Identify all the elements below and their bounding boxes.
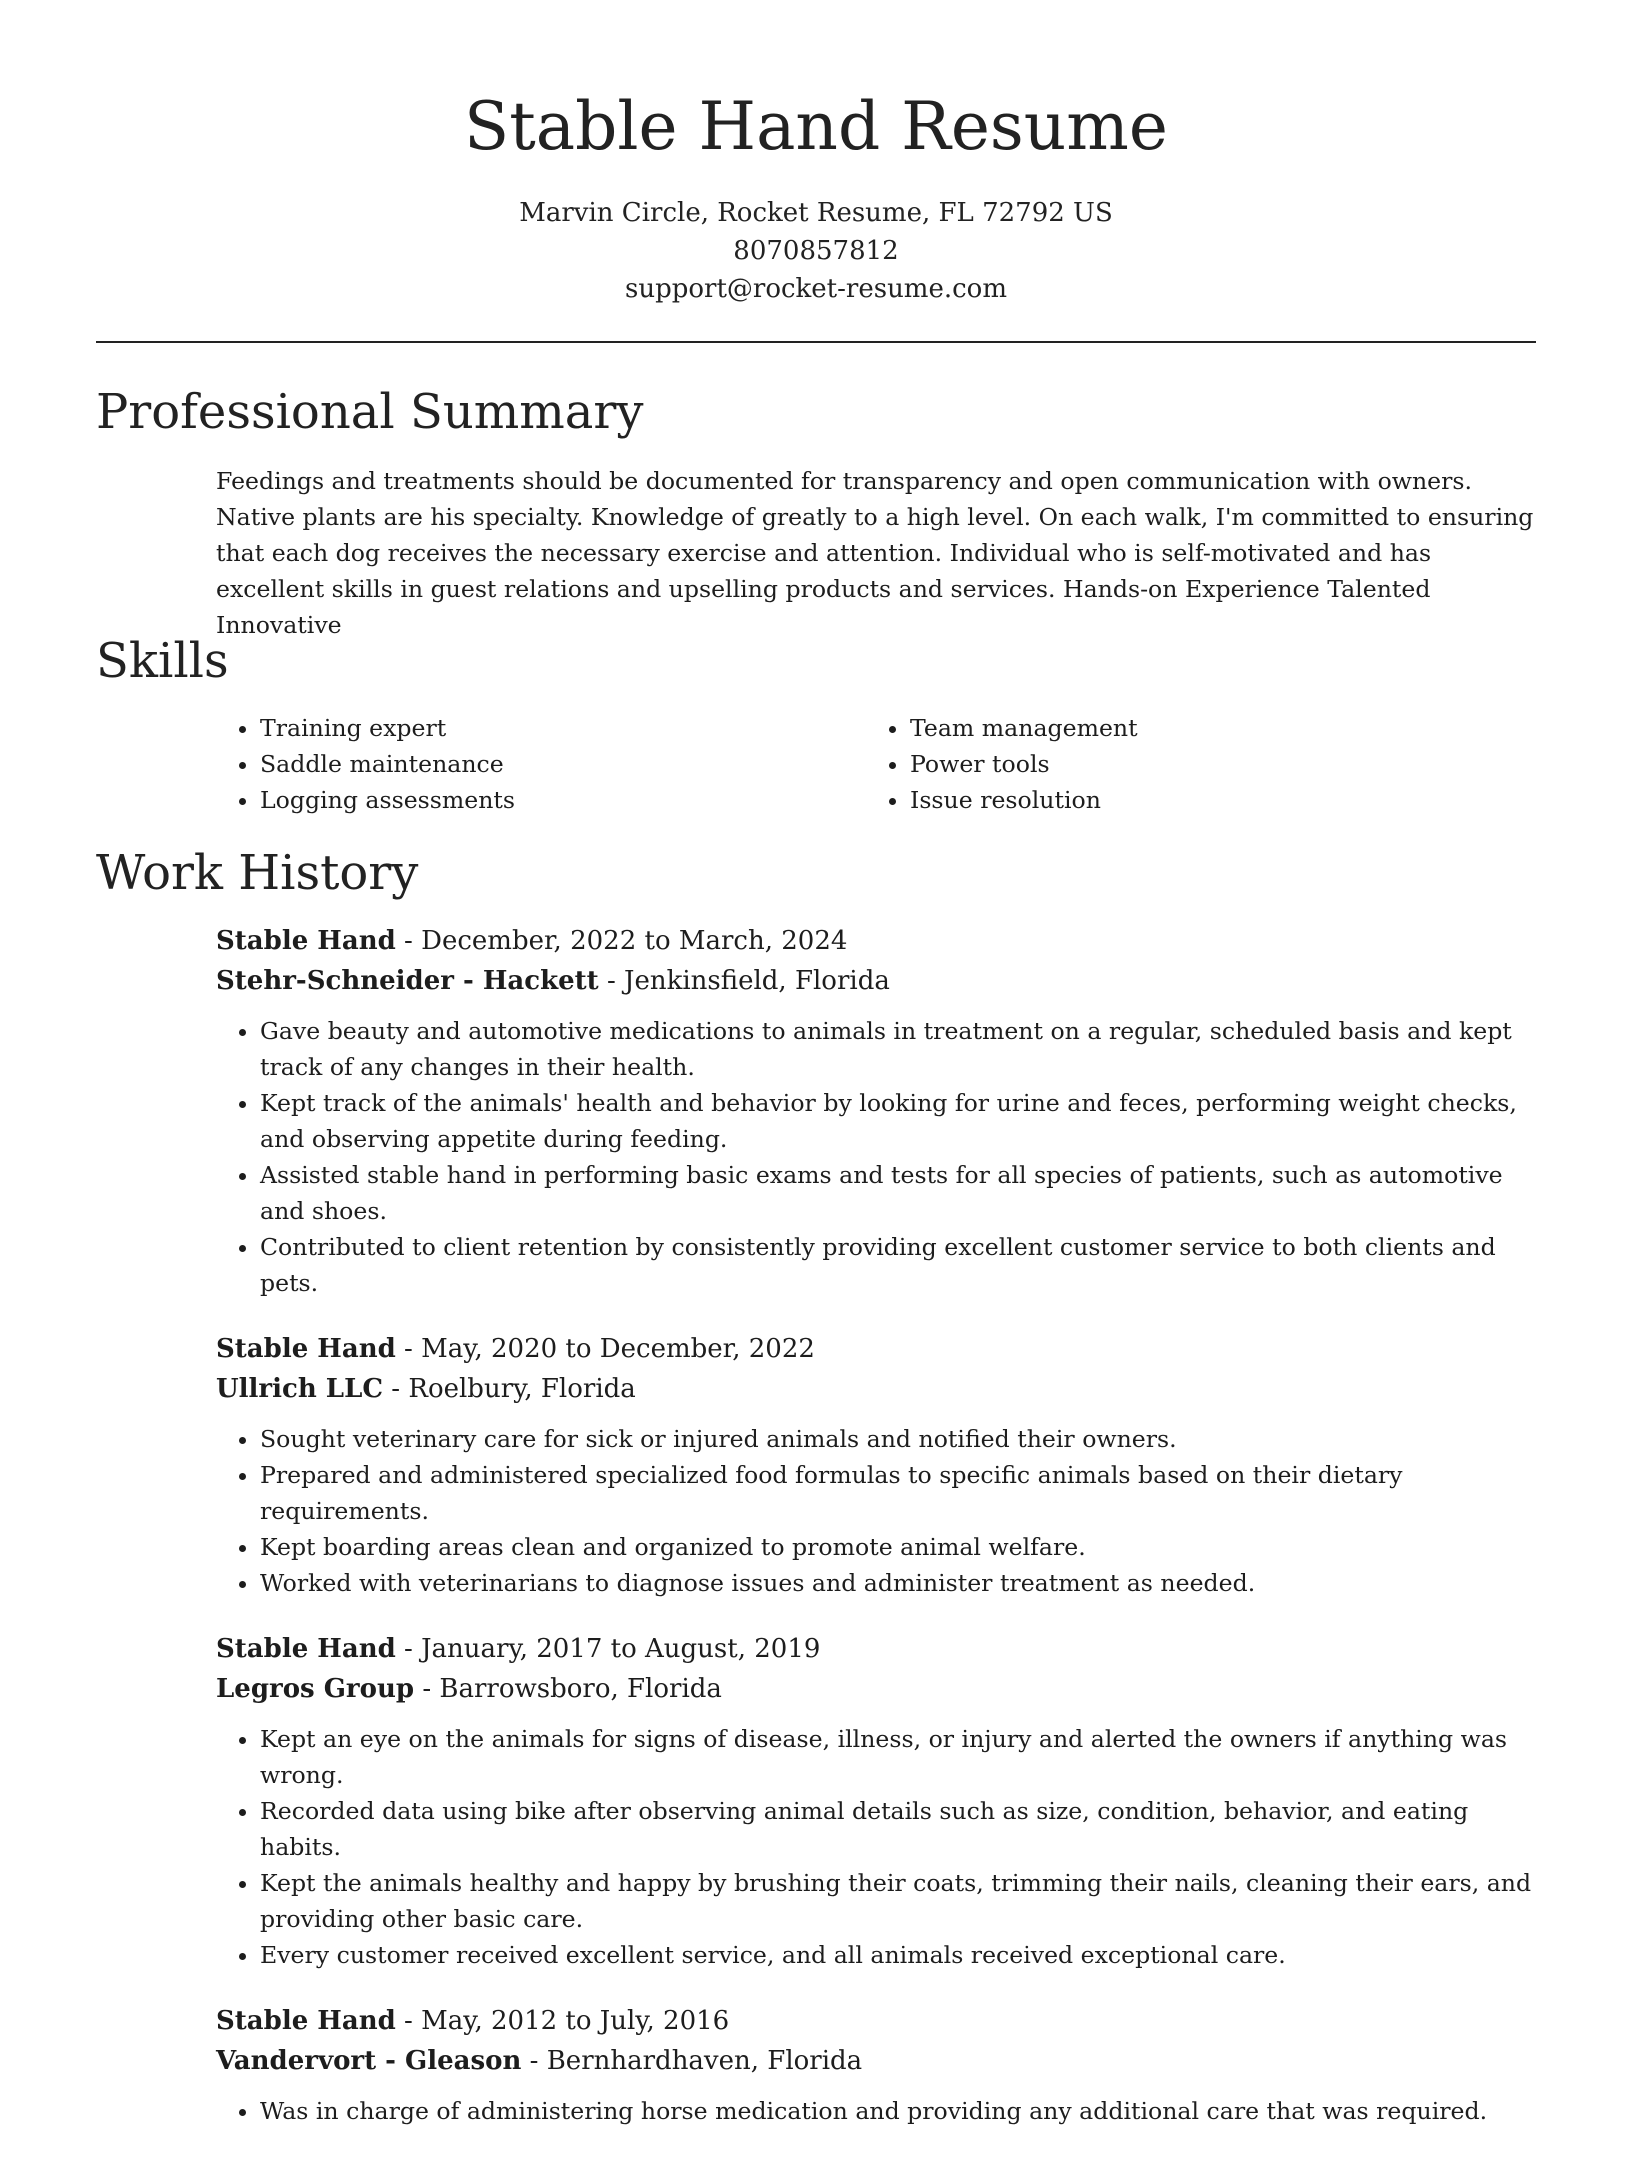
- job-location: Jenkinsfield, Florida: [624, 966, 890, 996]
- work-history-list: [216, 921, 1540, 2157]
- job-title-line: Stable Hand - January, 2017 to August, 2019: [216, 1634, 821, 1664]
- job-title-line: Stable Hand - May, 2020 to December, 2022: [216, 1334, 815, 1364]
- job-title: Stable Hand: [216, 926, 396, 956]
- job-location: Bernhardhaven, Florida: [546, 2046, 863, 2076]
- job-bullet: • Kept an eye on the animals for signs of disease, illness, or injury and alerted the owners if anything was wrong.: [260, 1721, 1540, 1793]
- skills-list: [216, 710, 1536, 818]
- job-bullets: [216, 1421, 1540, 1601]
- job-bullet: • Sought veterinary care for sick or injured animals and notified their owners.: [260, 1421, 1540, 1457]
- job-bullet: • Gave beauty and automotive medications to animals in treatment on a regular, scheduled basis and kept track of any changes in their health.: [260, 1013, 1540, 1085]
- job-company: Vandervort - Gleason: [216, 2046, 522, 2076]
- job-title: Stable Hand: [216, 1634, 396, 1664]
- resume-header: [96, 82, 1536, 308]
- summary-text: Feedings and treatments should be documented for transparency and open communication with owners. Native plants are his specialty. Knowledge of greatly to a high level. On each walk, I'm committed to ensuring that each dog receives the necessary exercise and attention. Individual who is self-motivated and has excellent skills in guest relations and upselling products and services. Hands-on Experience Talented Innovative: [216, 467, 1534, 639]
- job-entry: [216, 1329, 1540, 1601]
- header-divider: [96, 341, 1536, 343]
- skills-heading: Skills: [96, 633, 229, 689]
- contact-phone: 8070857812: [733, 236, 899, 266]
- job-entry: [216, 1629, 1540, 1973]
- job-bullet: • Contributed to client retention by consistently providing excellent customer service to both clients and pets.: [260, 1229, 1540, 1301]
- contact-block: [96, 194, 1536, 308]
- job-company-line: Legros Group - Barrowsboro, Florida: [216, 1674, 722, 1704]
- job-company-line: Vandervort - Gleason - Bernhardhaven, Florida: [216, 2046, 863, 2076]
- job-entry: [216, 921, 1540, 1301]
- skills-column-left: [216, 710, 866, 818]
- job-location: Roelbury, Florida: [408, 1374, 636, 1404]
- job-bullets: [216, 2093, 1540, 2129]
- job-company-line: Ullrich LLC - Roelbury, Florida: [216, 1374, 636, 1404]
- resume-title: Stable Hand Resume: [464, 88, 1168, 165]
- job-bullets: [216, 1013, 1540, 1301]
- job-bullet: • Worked with veterinarians to diagnose issues and administer treatment as needed.: [260, 1565, 1540, 1601]
- job-bullet: • Kept boarding areas clean and organized to promote animal welfare.: [260, 1529, 1540, 1565]
- skills-column-right: [866, 710, 1516, 818]
- job-bullet: • Assisted stable hand in performing basic exams and tests for all species of patients, such as automotive and shoes.: [260, 1157, 1540, 1229]
- job-bullet: • Recorded data using bike after observing animal details such as size, condition, behavior, and eating habits.: [260, 1793, 1540, 1865]
- job-location: Barrowsboro, Florida: [439, 1674, 722, 1704]
- skill-item: • Saddle maintenance: [260, 746, 866, 782]
- skill-item: • Logging assessments: [260, 782, 866, 818]
- work-history-heading: Work History: [96, 845, 419, 901]
- job-bullets: [216, 1721, 1540, 1973]
- job-dates: May, 2020 to December, 2022: [421, 1334, 815, 1364]
- skill-item: • Issue resolution: [910, 782, 1516, 818]
- summary-heading: Professional Summary: [96, 384, 644, 440]
- job-title: Stable Hand: [216, 1334, 396, 1364]
- job-company: Legros Group: [216, 1674, 415, 1704]
- job-dates: December, 2022 to March, 2024: [421, 926, 848, 956]
- job-bullet: • Was in charge of administering horse medication and providing any additional care that was required.: [260, 2093, 1540, 2129]
- job-title-line: Stable Hand - December, 2022 to March, 2024: [216, 926, 848, 956]
- skill-item: • Training expert: [260, 710, 866, 746]
- skill-item: • Team management: [910, 710, 1516, 746]
- job-company-line: Stehr-Schneider - Hackett - Jenkinsfield, Florida: [216, 966, 890, 996]
- job-entry: [216, 2001, 1540, 2129]
- job-company: Ullrich LLC: [216, 1374, 384, 1404]
- contact-address: Marvin Circle, Rocket Resume, FL 72792 US: [519, 198, 1113, 228]
- job-title: Stable Hand: [216, 2006, 396, 2036]
- job-dates: May, 2012 to July, 2016: [421, 2006, 730, 2036]
- job-bullet: • Kept the animals healthy and happy by brushing their coats, trimming their nails, cleaning their ears, and providing other basic care.: [260, 1865, 1540, 1937]
- contact-email: support@rocket-resume.com: [624, 274, 1007, 304]
- job-bullet: • Kept track of the animals' health and behavior by looking for urine and feces, performing weight checks, and observing appetite during feeding.: [260, 1085, 1540, 1157]
- job-company: Stehr-Schneider - Hackett: [216, 966, 599, 996]
- job-dates: January, 2017 to August, 2019: [421, 1634, 821, 1664]
- skill-item: • Power tools: [910, 746, 1516, 782]
- job-bullet: • Prepared and administered specialized food formulas to specific animals based on their dietary requirements.: [260, 1457, 1540, 1529]
- job-bullet: • Every customer received excellent service, and all animals received exceptional care.: [260, 1937, 1540, 1973]
- job-title-line: Stable Hand - May, 2012 to July, 2016: [216, 2006, 730, 2036]
